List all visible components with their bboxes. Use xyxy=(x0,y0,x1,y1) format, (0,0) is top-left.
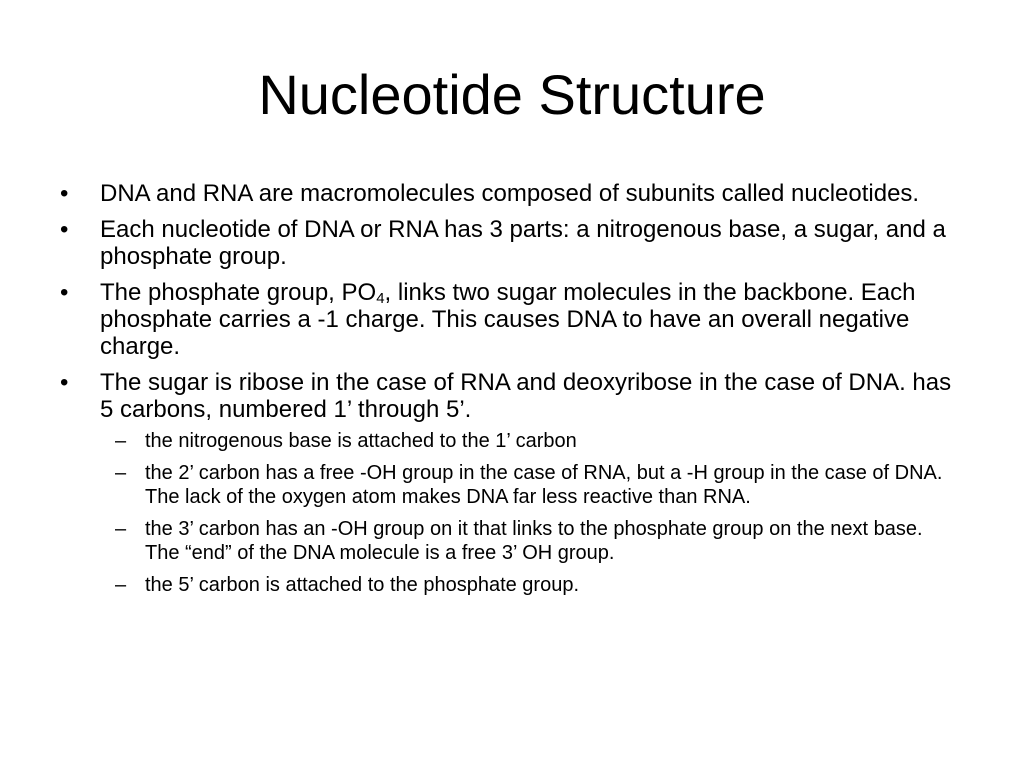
bullet-text xyxy=(100,279,915,360)
sub-bullet-marker: – xyxy=(115,462,127,484)
bullet-item xyxy=(60,216,960,270)
bullet-item xyxy=(60,279,960,360)
sub-bullet-marker: – xyxy=(115,430,127,452)
bullet-text: DNA and RNA are macromolecules composed of subunits called nucleotides. xyxy=(100,180,920,207)
sub-bullet-text: the nitrogenous base is attached to the 1’ carbon xyxy=(145,430,577,452)
bullet-marker: • xyxy=(60,180,69,207)
bullet-marker: • xyxy=(60,279,69,306)
bullet-item xyxy=(60,180,960,207)
sub-bullet-text: the 3’ carbon has an -OH group on it that links to the phosphate group on the next base. The “end” of the DNA molecule is a free 3’ OH group. xyxy=(145,518,923,564)
subscript-four: 4 xyxy=(376,290,385,307)
sub-bullet-list xyxy=(60,429,960,597)
sub-bullet-item xyxy=(60,517,960,565)
bullet-text: Each nucleotide of DNA or RNA has 3 parts: a nitrogenous base, a sugar, and a phosphate group. xyxy=(100,216,946,270)
bullet-text: The sugar is ribose in the case of RNA and deoxyribose in the case of DNA. has 5 carbons, numbered 1’ through 5’. xyxy=(100,369,952,423)
sub-bullet-text: the 2’ carbon has a free -OH group in the case of RNA, but a -H group in the case of DNA. The lack of the oxygen atom makes DNA far less reactive than RNA. xyxy=(145,462,943,508)
bullet-text-before: The phosphate group, PO xyxy=(100,279,377,306)
bullet-item xyxy=(60,369,960,597)
sub-bullet-item xyxy=(60,461,960,509)
sub-bullet-marker: – xyxy=(115,574,127,596)
sub-bullet-text: the 5’ carbon is attached to the phosphate group. xyxy=(145,574,580,596)
bullet-list xyxy=(60,180,960,606)
slide-title: Nucleotide Structure xyxy=(258,63,766,126)
sub-bullet-item xyxy=(60,429,960,453)
sub-bullet-marker: – xyxy=(115,518,127,540)
bullet-marker: • xyxy=(60,369,69,396)
sub-bullet-item xyxy=(60,573,960,597)
bullet-marker: • xyxy=(60,216,69,243)
bullet-text-after: , links two sugar molecules in the backbone. Each phosphate carries a -1 charge. This causes DNA to have an overall negative charge. xyxy=(100,279,916,360)
